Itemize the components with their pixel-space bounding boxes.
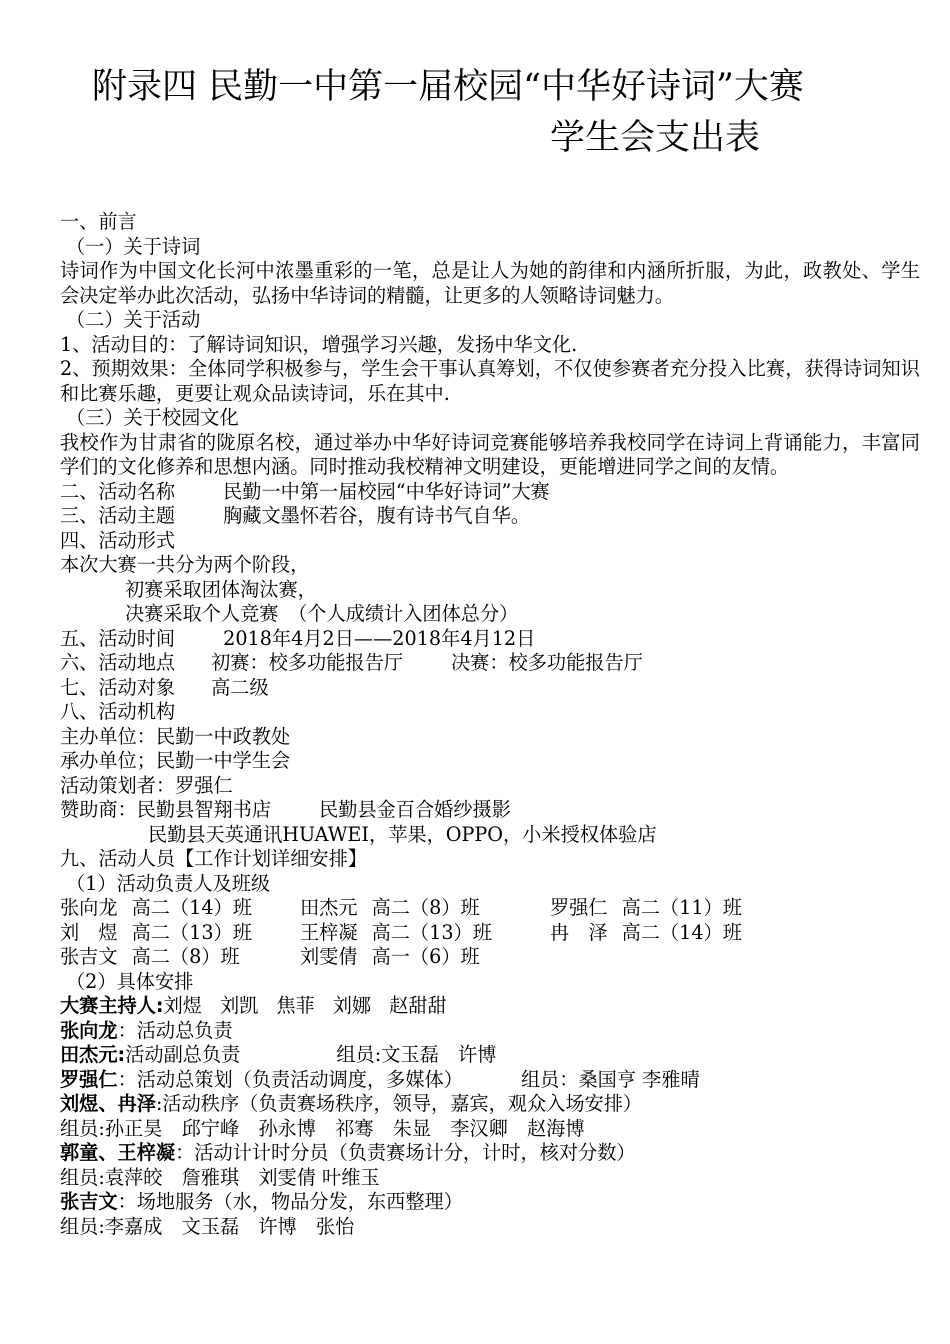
activity-place-final: 决赛：校多功能报告厅 <box>451 651 643 674</box>
sponsor-row-2: 民勤县天英通讯HUAWEI，苹果，OPPO，小米授权体验店 <box>148 822 657 846</box>
liu-team: 组员:孙正昊 邱宁峰 孙永博 祁骞 朱显 李汉卿 赵海博 <box>60 1116 585 1140</box>
liu-duty: :活动秩序（负责赛场秩序，领导，嘉宾，观众入场安排） <box>155 1092 643 1115</box>
activity-place-label: 六、活动地点 <box>60 651 176 674</box>
activity-planner: 活动策划者：罗强仁 <box>60 773 233 797</box>
leader-name: 田杰元 <box>300 896 358 919</box>
activity-form-line2: 初赛采取团体淘汰赛， <box>125 577 317 601</box>
activity-name-row <box>60 480 920 505</box>
leaders-list <box>60 896 920 970</box>
activity-time-label: 五、活动时间 <box>60 626 176 650</box>
leader-class: 高二（13）班 <box>131 920 252 944</box>
leader-entry <box>60 921 300 946</box>
activity-place-prelim: 初赛：校多功能报告厅 <box>211 651 403 674</box>
leader-class: 高二（14）班 <box>131 896 252 919</box>
subheading-campus-culture: （三）关于校园文化 <box>66 406 239 429</box>
activity-form-line3: 决赛采取个人竞赛 （个人成绩计入团体总分） <box>125 602 519 625</box>
subheading-activity: （二）关于活动 <box>66 308 201 331</box>
zhang-duty: ：活动总负责 <box>117 1018 233 1042</box>
section-heading-preface: 一、前言 <box>60 210 137 233</box>
activity-expected-effect: 2、预期效果：全体同学积极参与，学生会干事认真筹划，不仅使参赛者充分投入比赛，获得诗词知识和比赛乐趣，更要让观众品读诗词，乐在其中. <box>60 357 920 405</box>
paragraph-poetry: 诗词作为中国文化长河中浓墨重彩的一笔，总是让人为她的韵律和内涵所折服，为此，政教处、学生会决定举办此次活动，弘扬中华诗词的精髓，让更多的人领略诗词魅力。 <box>60 259 920 307</box>
activity-purpose: 1、活动目的：了解诗词知识，增强学习兴趣，发扬中华文化. <box>60 332 578 356</box>
hosts-row <box>60 994 920 1019</box>
leader-row <box>60 896 920 921</box>
leader-entry <box>60 945 300 970</box>
tian-row <box>60 1043 920 1068</box>
luo-row <box>60 1068 920 1093</box>
luo-duty: ：活动总策划（负责活动调度，多媒体） <box>117 1067 463 1091</box>
liu-row <box>60 1092 920 1117</box>
organizer-unit: 承办单位；民勤一中学生会 <box>60 749 291 772</box>
tian-duty: 活动副总负责 <box>125 1043 241 1066</box>
zj-team: 组员:李嘉成 文玉磊 许博 张怡 <box>60 1214 355 1238</box>
leaders-heading: （1）活动负责人及班级 <box>66 871 271 895</box>
leader-class: 高一（6）班 <box>371 945 480 968</box>
tian-label: 田杰元: <box>60 1043 126 1066</box>
host-unit: 主办单位：民勤一中政教处 <box>60 724 291 748</box>
document-title-line1: 附录四 民勤一中第一届校园“中华好诗词”大赛 <box>92 67 804 107</box>
leader-entry <box>300 921 550 946</box>
activity-theme-value: 胸藏文墨怀若谷，腹有诗书气自华。 <box>223 504 531 527</box>
subheading-poetry: （一）关于诗词 <box>66 234 201 258</box>
leader-name: 刘 煜 <box>60 920 118 944</box>
activity-theme-row <box>60 504 920 529</box>
staff-heading: 九、活动人员【工作计划详细安排】 <box>60 847 367 870</box>
leader-class: 高二（8）班 <box>131 945 240 968</box>
zj-label: 张吉文 <box>60 1190 118 1213</box>
host-name: 刘凯 <box>220 994 259 1017</box>
leader-name: 罗强仁 <box>550 896 608 919</box>
activity-time-value: 2018年4月2日——2018年4月12日 <box>223 626 536 650</box>
leader-entry <box>550 896 810 921</box>
activity-name-value: 民勤一中第一届校园“中华好诗词”大赛 <box>223 479 550 503</box>
leader-entry <box>60 896 300 921</box>
activity-time-row <box>60 627 920 652</box>
activity-place-row <box>60 651 920 676</box>
leader-class: 高二（11）班 <box>621 896 742 919</box>
liu-label: 刘煜、冉泽 <box>60 1092 156 1115</box>
leader-entry <box>300 896 550 921</box>
zhang-row <box>60 1019 920 1044</box>
luo-label: 罗强仁 <box>60 1067 118 1091</box>
leader-name: 张吉文 <box>60 945 118 968</box>
paragraph-campus-culture: 我校作为甘肃省的陇原名校，通过举办中华好诗词竞赛能够培养我校同学在诗词上背诵能力，丰富同学们的文化修养和思想内涵。同时推动我校精神文明建设，更能增进同学之间的友情。 <box>60 430 920 478</box>
activity-form-line1: 本次大赛一共分为两个阶段， <box>60 553 310 576</box>
host-name: 刘煜 <box>163 994 202 1017</box>
leader-name: 冉 泽 <box>550 920 608 944</box>
guo-label: 郭童、王梓凝 <box>60 1141 176 1164</box>
leader-row <box>60 921 920 946</box>
leader-row <box>60 945 920 970</box>
guo-row <box>60 1141 920 1166</box>
leader-entry <box>300 945 550 970</box>
luo-team: 组员：桑国亨 李雅晴 <box>520 1067 700 1091</box>
hosts-names <box>164 994 447 1017</box>
guo-team: 组员:袁萍皎 詹雅琪 刘雯倩 叶维玉 <box>60 1165 380 1189</box>
leader-entry <box>550 921 810 946</box>
leader-name: 张向龙 <box>60 896 118 919</box>
document-body <box>60 210 920 1239</box>
activity-target-row <box>60 676 920 701</box>
host-name: 焦菲 <box>276 994 315 1017</box>
sponsor-photography: 民勤县金百合婚纱摄影 <box>319 798 511 821</box>
zj-duty: ：场地服务（水，物品分发，东西整理） <box>117 1190 463 1213</box>
hosts-label: 大赛主持人: <box>60 994 164 1017</box>
activity-target-value: 高二级 <box>211 675 269 699</box>
activity-name-label: 二、活动名称 <box>60 479 176 503</box>
activity-org-label: 八、活动机构 <box>60 700 176 723</box>
leader-class: 高二（13）班 <box>371 920 492 944</box>
document-title-line2: 学生会支出表 <box>550 118 761 158</box>
zhang-label: 张向龙 <box>60 1018 118 1042</box>
sponsor-bookstore: 赞助商：民勤县智翔书店 <box>60 798 272 821</box>
guo-duty: ：活动计计时分员（负责赛场计分，计时，核对分数） <box>175 1141 636 1164</box>
activity-theme-label: 三、活动主题 <box>60 504 176 527</box>
zj-row <box>60 1190 920 1215</box>
tian-team: 组员:文玉磊 许博 <box>336 1043 497 1066</box>
leader-name: 刘雯倩 <box>300 945 358 968</box>
leader-name: 王梓凝 <box>300 920 358 944</box>
host-name: 赵甜甜 <box>389 994 447 1017</box>
leader-class: 高二（14）班 <box>621 920 742 944</box>
sponsor-row-1 <box>60 798 920 823</box>
leader-class: 高二（8）班 <box>371 896 480 919</box>
activity-target-label: 七、活动对象 <box>60 675 176 699</box>
arrangement-heading: （2）具体安排 <box>66 969 194 993</box>
activity-form-label: 四、活动形式 <box>60 528 176 552</box>
host-name: 刘娜 <box>332 994 372 1017</box>
